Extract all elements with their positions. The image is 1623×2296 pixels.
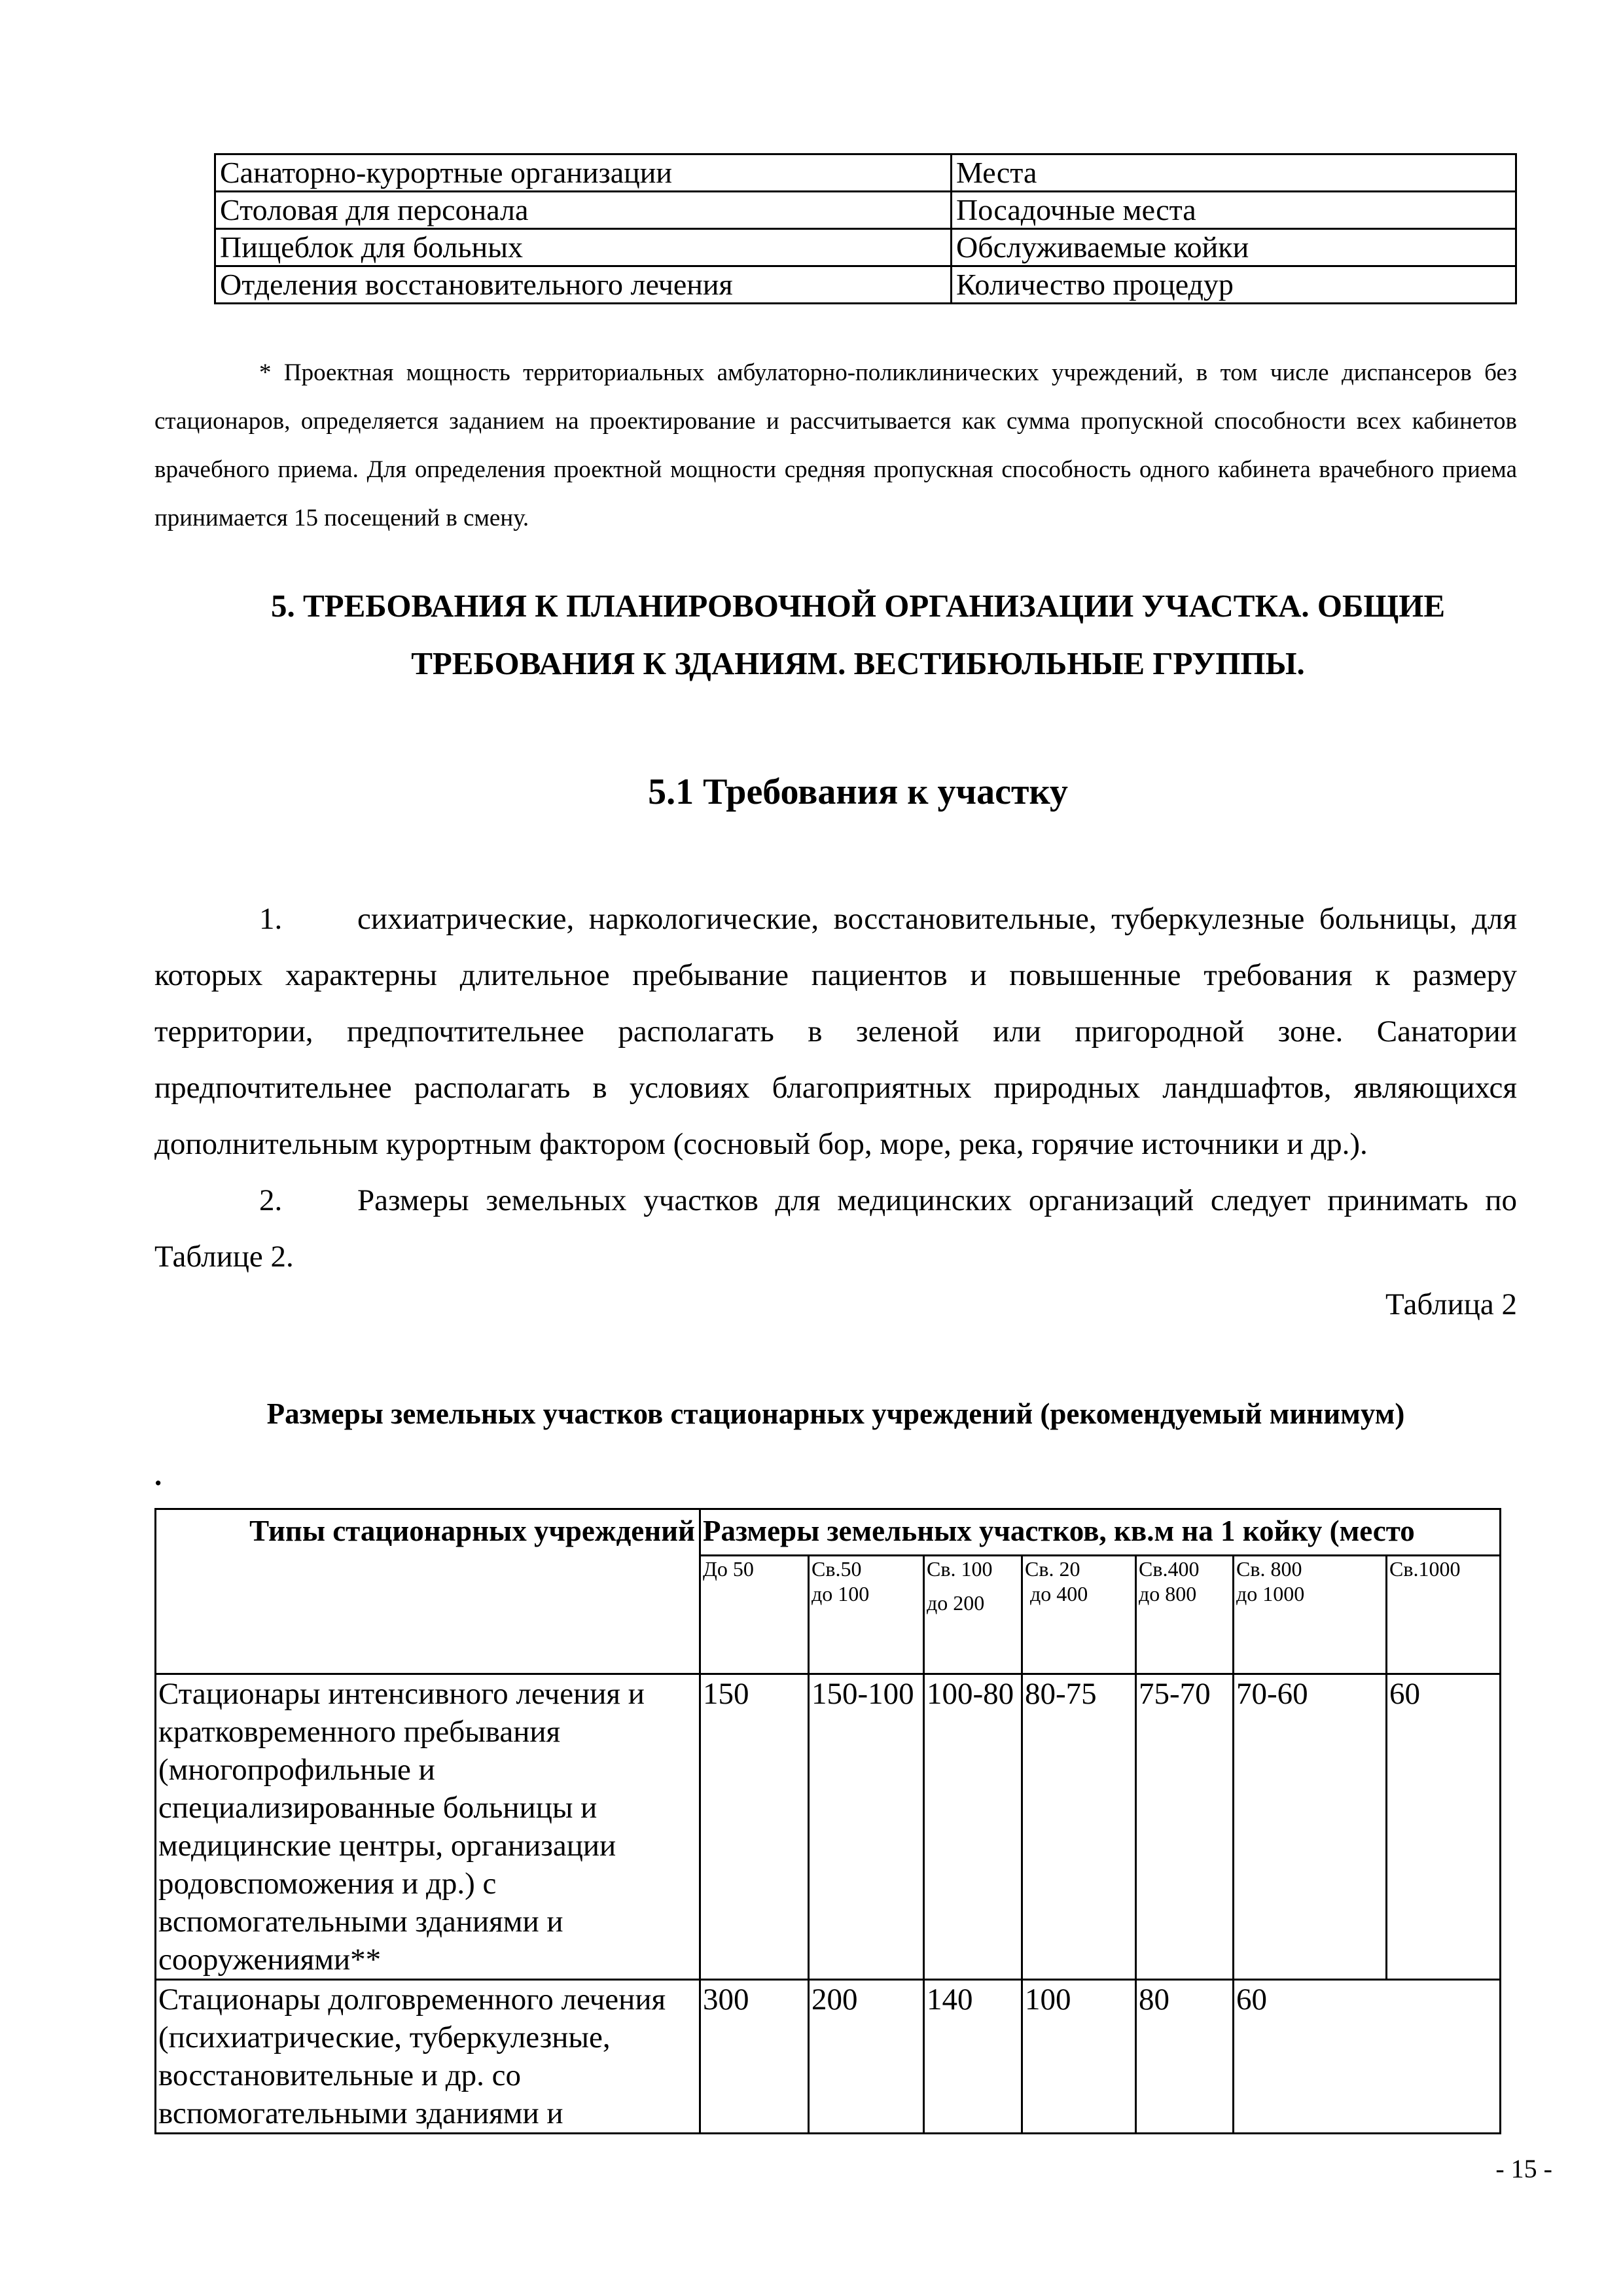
table-cell: 100: [1022, 1980, 1136, 2134]
table-cell: 150-100: [809, 1674, 924, 1980]
item-text: Размеры земельных участков для медицинских организаций следует принимать по Таблице 2.: [154, 1183, 1517, 1274]
table-cell: 60: [1234, 1980, 1387, 2134]
list-item: [154, 891, 1517, 1172]
section-heading-line1: 5. ТРЕБОВАНИЯ К ПЛАНИРОВОЧНОЙ ОРГАНИЗАЦИИ УЧАСТКА. ОБЩИЕ: [270, 588, 1446, 624]
table-cell: Санаторно-курортные организации: [215, 154, 952, 192]
subheader-cell: Св. 800 до 1000: [1234, 1556, 1387, 1674]
table-label: Таблица 2: [1385, 1287, 1517, 1321]
column-header-sizes: Размеры земельных участков, кв.м на 1 койку (место: [700, 1509, 1501, 1556]
table-row: [156, 1980, 1501, 2134]
item-number: 2.: [259, 1183, 283, 1217]
table-cell: 300: [700, 1980, 809, 2134]
table-cell: 80: [1136, 1980, 1234, 2134]
table-cell: 80-75: [1022, 1674, 1136, 1980]
table-cell: Пищеблок для больных: [215, 229, 952, 266]
page-number: - 15 -: [1495, 2154, 1552, 2183]
subheader-cell: Св. 20 до 400: [1022, 1556, 1136, 1674]
table-row: [215, 266, 1516, 304]
caption-dot: .: [154, 1459, 162, 1492]
item-number: 1.: [259, 902, 283, 936]
table-cell: 150: [700, 1674, 809, 1980]
table-cell: 100-80: [924, 1674, 1022, 1980]
table-row: [215, 192, 1516, 229]
table-cell: Количество процедур: [952, 266, 1516, 304]
footnote: [154, 349, 1517, 543]
row-type-cell: Стационары интенсивного лечения и кратковременного пребывания (многопрофильные и специализированные больницы и медицинские центры, организации родовспоможения и др.) с вспомогательными зданиями и сооружениями**: [156, 1674, 700, 1980]
table-cell: 200: [809, 1980, 924, 2134]
column-header-type: Типы стационарных учреждений: [156, 1509, 700, 1674]
table-row: [215, 154, 1516, 192]
subheader-cell: Св.50 до 100: [809, 1556, 924, 1674]
section-heading-line2: ТРЕБОВАНИЯ К ЗДАНИЯМ. ВЕСТИБЮЛЬНЫЕ ГРУППЫ.: [411, 645, 1305, 681]
table-cell: Места: [952, 154, 1516, 192]
subheader-cell: Св.400 до 800: [1136, 1556, 1234, 1674]
table-cell: Столовая для персонала: [215, 192, 952, 229]
table-cell: 75-70: [1136, 1674, 1234, 1980]
table-caption: Размеры земельных участков стационарных учреждений (рекомендуемый минимум): [266, 1397, 1405, 1430]
table-row: [156, 1674, 1501, 1980]
row-type-cell: Стационары долговременного лечения (психиатрические, туберкулезные, восстановительные и др. со вспомогательными зданиями и: [156, 1980, 700, 2134]
table-cell: Отделения восстановительного лечения: [215, 266, 952, 304]
section-heading: [154, 577, 1561, 692]
subsection-heading: 5.1 Требования к участку: [648, 772, 1068, 812]
table-cell: [1387, 1980, 1501, 2134]
table-cell: Посадочные места: [952, 192, 1516, 229]
item-text: сихиатрические, наркологические, восстановительные, туберкулезные больницы, для которых характерны длительное пребывание пациентов и повышенные требования к размеру территории, предпочтительнее располагать в зеленой или пригородной зоне. Санатории предпочтительнее располагать в условиях благоприятных природных ландшафтов, являющихся дополнительным курортным фактором (сосновый бор, море, река, горячие источники и др.).: [154, 902, 1517, 1161]
table-cell: 140: [924, 1980, 1022, 2134]
subheader-cell: До 50: [700, 1556, 809, 1674]
body-text: [154, 891, 1517, 1285]
land-size-table: [154, 1508, 1501, 2134]
list-item: [154, 1172, 1517, 1285]
table-cell: 60: [1387, 1674, 1501, 1980]
table-cell: 70-60: [1234, 1674, 1387, 1980]
table-row: [215, 229, 1516, 266]
top-table: [214, 153, 1517, 304]
subheader-cell: Св. 100 до 200: [924, 1556, 1022, 1674]
table-cell: Обслуживаемые койки: [952, 229, 1516, 266]
table-header-row: [156, 1509, 1501, 1556]
subheader-cell: Св.1000: [1387, 1556, 1501, 1674]
footnote-text: * Проектная мощность территориальных амбулаторно-поликлинических учреждений, в том числе диспансеров без стационаров, определяется заданием на проектирование и рассчитывается как сумма пропускной способности всех кабинетов врачебного приема. Для определения проектной мощности средняя пропускная способность одного кабинета врачебного приема принимается 15 посещений в смену.: [154, 359, 1517, 531]
